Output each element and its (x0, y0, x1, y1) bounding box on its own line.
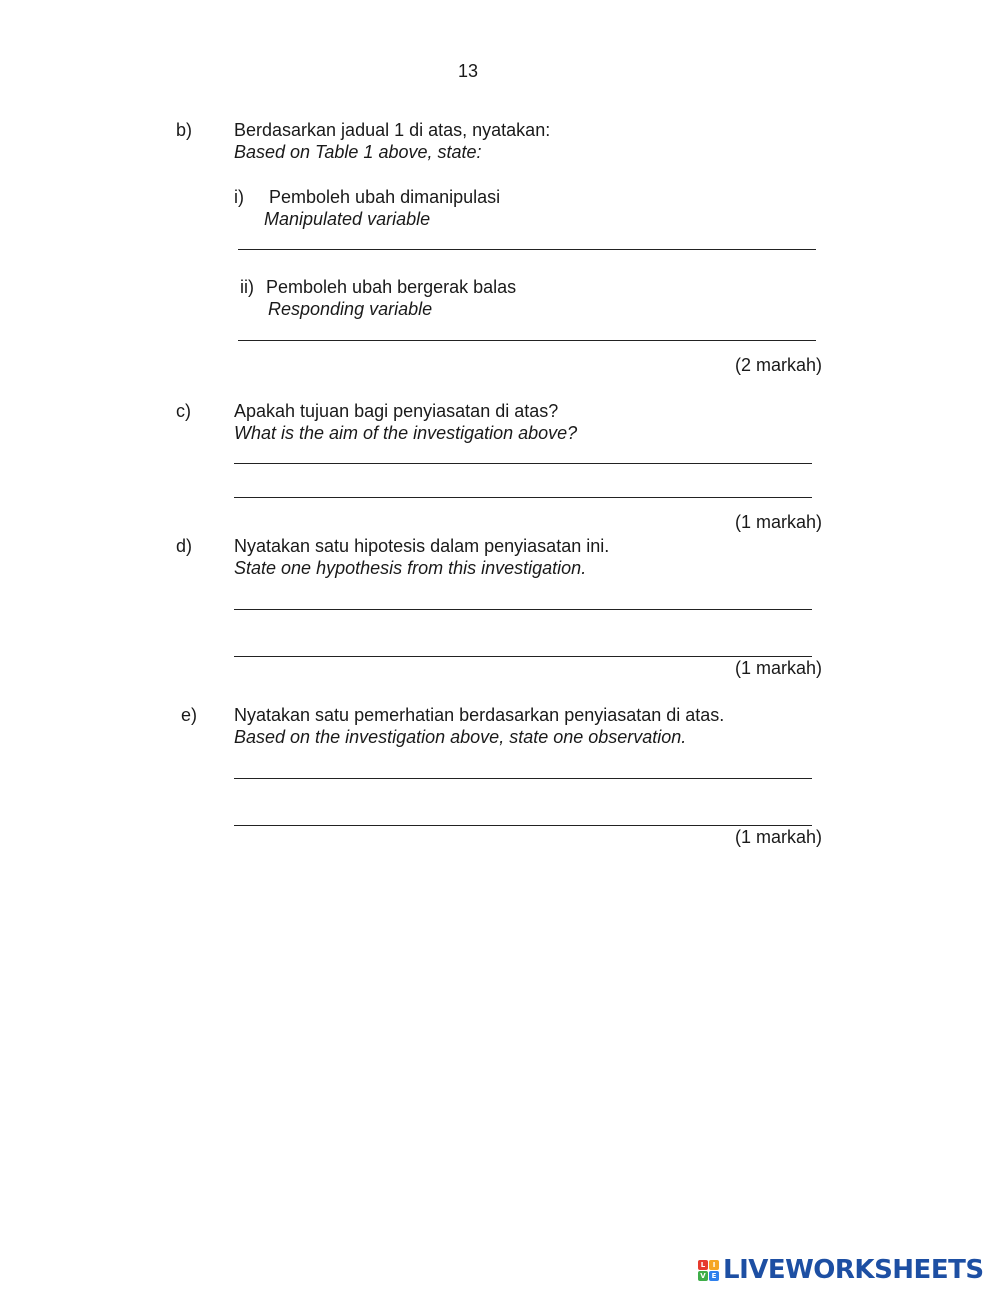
question-c-marks: (1 markah) (734, 512, 822, 532)
question-b-i-text-ms: Pemboleh ubah dimanipulasi (269, 187, 501, 207)
question-c-text-en: What is the aim of the investigation above? (234, 423, 578, 443)
question-e-marks: (1 markah) (734, 827, 822, 847)
answer-line-e-1[interactable] (234, 778, 812, 779)
question-b-i-label: i) (234, 187, 244, 207)
question-d-text-en: State one hypothesis from this investigation. (234, 558, 587, 578)
question-b-i-text-en: Manipulated variable (264, 209, 431, 229)
logo-tile-l: L (698, 1260, 708, 1270)
logo-icon (698, 1260, 719, 1281)
question-b-label: b) (176, 120, 193, 140)
question-e-text-ms: Nyatakan satu pemerhatian berdasarkan penyiasatan di atas. (234, 705, 725, 725)
question-b-ii-text-en: Responding variable (268, 299, 433, 319)
question-c-label: c) (176, 401, 191, 421)
question-e-text-en: Based on the investigation above, state one observation. (234, 727, 687, 747)
logo-text: LIVEWORKSHEETS (723, 1255, 984, 1285)
question-d-marks: (1 markah) (734, 658, 822, 678)
question-b-ii-label: ii) (240, 277, 254, 297)
question-e-label: e) (181, 705, 198, 725)
logo-tile-v: V (698, 1271, 708, 1281)
logo-tile-e: E (709, 1271, 719, 1281)
answer-line-b-ii[interactable] (238, 340, 816, 341)
answer-line-c-2[interactable] (234, 497, 812, 498)
question-d-label: d) (176, 536, 193, 556)
logo-tile-i: I (709, 1260, 719, 1270)
answer-line-c-1[interactable] (234, 463, 812, 464)
answer-line-b-i[interactable] (238, 249, 816, 250)
question-b-text-ms: Berdasarkan jadual 1 di atas, nyatakan: (234, 120, 551, 140)
liveworksheets-logo (698, 1256, 984, 1284)
question-b-marks: (2 markah) (734, 355, 822, 375)
question-b-ii-text-ms: Pemboleh ubah bergerak balas (266, 277, 517, 297)
page-number: 13 (458, 61, 479, 81)
question-b-text-en: Based on Table 1 above, state: (234, 142, 482, 162)
question-d-text-ms: Nyatakan satu hipotesis dalam penyiasatan ini. (234, 536, 610, 556)
question-c-text-ms: Apakah tujuan bagi penyiasatan di atas? (234, 401, 559, 421)
answer-line-d-1[interactable] (234, 609, 812, 610)
